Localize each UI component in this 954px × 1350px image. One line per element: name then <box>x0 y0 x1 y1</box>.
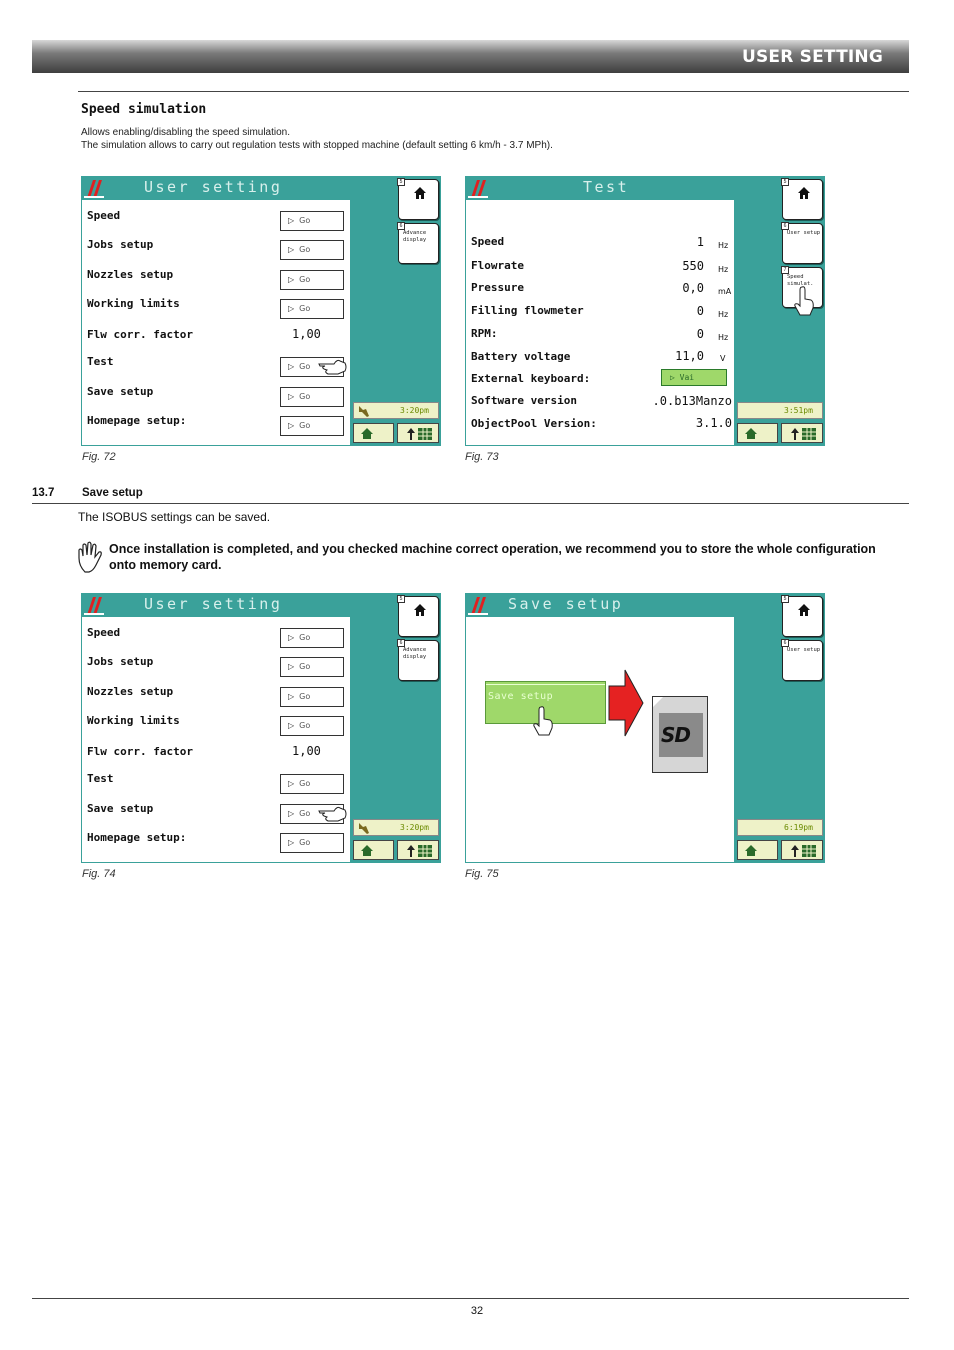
divider <box>32 503 909 504</box>
save-setup-button[interactable]: Save setup <box>485 681 606 724</box>
home-icon <box>797 186 811 200</box>
pointing-hand-icon <box>318 802 348 824</box>
row-label: RPM: <box>471 327 498 340</box>
go-button[interactable]: ▷ Go <box>280 357 344 377</box>
page-section-title: USER SETTING <box>741 47 883 67</box>
row-label: Test <box>87 772 114 785</box>
vai-button[interactable]: ▷ Vai <box>661 369 727 386</box>
pressure-value: 0,0 <box>682 281 704 295</box>
row-label: Nozzles setup <box>87 268 174 281</box>
clock: 3:20pm <box>353 402 439 419</box>
advance-display-softkey[interactable]: 6 Advance display <box>398 223 439 264</box>
arrow-right-icon <box>607 668 645 738</box>
softkey-column <box>351 593 441 863</box>
screen-user-setting <box>81 176 441 446</box>
wrench-icon <box>357 821 371 835</box>
clock: 3:51pm <box>737 402 823 419</box>
arrow-up-grid-icon <box>790 427 818 441</box>
home-icon <box>744 844 758 857</box>
main-panel <box>465 593 735 863</box>
home-button[interactable] <box>737 840 778 860</box>
body-text: The ISOBUS settings can be saved. <box>78 510 271 524</box>
row-label: Speed <box>87 209 121 222</box>
row-label: External keyboard: <box>471 372 591 385</box>
home-softkey[interactable]: 5 <box>782 179 823 220</box>
page-number: 32 <box>470 1305 484 1317</box>
go-button[interactable]: ▷ Go <box>280 774 344 794</box>
home-softkey[interactable]: 5 <box>398 179 439 220</box>
rpm-value: 0 <box>696 327 704 341</box>
header-bar <box>32 40 909 73</box>
arrow-up-grid-icon <box>406 427 434 441</box>
row-label: Filling flowmeter <box>471 304 584 317</box>
clock: 6:19pm <box>737 819 823 836</box>
figure-caption: Fig. 72 <box>82 451 116 463</box>
unit: Hz <box>718 333 729 342</box>
filling-flowmeter-value: 0 <box>696 304 704 318</box>
pointing-hand-icon <box>793 286 815 316</box>
home-button[interactable] <box>353 423 394 443</box>
row-label: Software version <box>471 394 577 407</box>
flow-correction-value[interactable]: 1,00 <box>292 327 321 341</box>
speed-value: 1 <box>696 235 704 249</box>
row-label: Working limits <box>87 714 180 727</box>
go-button[interactable]: ▷ Go <box>280 211 344 231</box>
software-version-value: .0.b13Manzo <box>652 394 732 408</box>
brand-logo-icon <box>468 178 488 198</box>
row-label: Test <box>87 355 114 368</box>
battery-voltage-value: 11,0 <box>675 349 704 363</box>
row-label: Speed <box>471 235 505 248</box>
screen-save-setup <box>465 593 825 863</box>
advance-display-softkey[interactable]: 6 Advance display <box>398 640 439 681</box>
screen-title: User setting <box>144 178 283 196</box>
pointing-hand-icon <box>532 706 554 736</box>
screen-title: User setting <box>144 595 283 613</box>
unit: Hz <box>718 265 729 274</box>
description-line-2: The simulation allows to carry out regulation tests with stopped machine (default setting 6 km/h - 3.7 MPh). <box>81 140 553 151</box>
row-label: Jobs setup <box>87 655 154 668</box>
screen-title-bar <box>82 594 350 617</box>
row-label: ObjectPool Version: <box>471 417 597 430</box>
brand-logo-icon <box>468 595 488 615</box>
screen-title: Test <box>583 178 630 196</box>
menu-up-button[interactable] <box>397 423 439 443</box>
menu-up-button[interactable] <box>781 840 823 860</box>
row-label: Battery voltage <box>471 350 571 363</box>
menu-up-button[interactable] <box>781 423 823 443</box>
sd-card <box>652 696 708 773</box>
row-label: Homepage setup: <box>87 414 187 427</box>
home-button[interactable] <box>737 423 778 443</box>
section-heading: Save setup <box>82 487 143 499</box>
row-label: Save setup <box>87 802 154 815</box>
menu-up-button[interactable] <box>397 840 439 860</box>
softkey-column <box>735 176 825 446</box>
brand-logo-icon <box>84 595 104 615</box>
go-button[interactable]: ▷ Go <box>280 687 344 707</box>
note-text: Once installation is completed, and you checked machine correct operation, we recommend you to store the whole configuration onto memory card. <box>109 542 876 572</box>
user-setup-softkey[interactable]: 6 User setup <box>782 223 823 264</box>
figure-caption: Fig. 75 <box>465 868 499 880</box>
row-label: Speed <box>87 626 121 639</box>
go-button[interactable]: ▷ Go <box>280 657 344 677</box>
home-button[interactable] <box>353 840 394 860</box>
home-icon <box>744 427 758 440</box>
home-softkey[interactable]: 5 <box>398 596 439 637</box>
row-label: Working limits <box>87 297 180 310</box>
objectpool-version-value: 3.1.0 <box>695 416 732 430</box>
home-icon <box>360 844 374 857</box>
go-button[interactable]: ▷ Go <box>280 299 344 319</box>
row-label: Flw corr. factor <box>87 745 193 758</box>
go-button[interactable]: ▷ Go <box>280 833 344 853</box>
sd-logo: SD <box>661 723 691 747</box>
section-number: 13.7 <box>32 487 55 499</box>
unit: Hz <box>718 241 729 250</box>
row-label: Flowrate <box>471 259 524 272</box>
main-panel <box>81 176 351 446</box>
flowrate-value: 550 <box>682 259 704 273</box>
row-label: Pressure <box>471 281 524 294</box>
go-button[interactable]: ▷ Go <box>280 716 344 736</box>
go-button[interactable]: ▷ Go <box>280 416 344 436</box>
go-button[interactable]: ▷ Go <box>280 240 344 260</box>
wrench-icon <box>357 404 371 418</box>
home-softkey[interactable]: 5 <box>782 596 823 637</box>
softkey-column <box>351 176 441 446</box>
softkey-column <box>735 593 825 863</box>
section-title: Speed simulation <box>81 102 207 117</box>
screen-user-setting-2 <box>81 593 441 863</box>
row-label: Jobs setup <box>87 238 154 251</box>
screen-title-bar <box>466 594 734 617</box>
figure-caption: Fig. 74 <box>82 868 116 880</box>
arrow-up-grid-icon <box>406 844 434 858</box>
footer-divider <box>32 1298 909 1299</box>
description-line-1: Allows enabling/disabling the speed simulation. <box>81 127 291 138</box>
pointing-hand-icon <box>318 355 348 377</box>
clock: 3:20pm <box>353 819 439 836</box>
row-label: Flw corr. factor <box>87 328 193 341</box>
main-panel <box>465 176 735 446</box>
home-icon <box>413 603 427 617</box>
row-label: Save setup <box>87 385 154 398</box>
figure-caption: Fig. 73 <box>465 451 499 463</box>
unit: Hz <box>718 310 729 319</box>
user-setup-softkey[interactable]: 6 User setup <box>782 640 823 681</box>
divider <box>78 91 909 92</box>
screen-title: Save setup <box>508 595 624 613</box>
main-panel <box>81 593 351 863</box>
go-button[interactable]: ▷ Go <box>280 804 344 824</box>
unit: V <box>720 354 726 363</box>
screen-title-bar <box>82 177 350 200</box>
screen-title-bar <box>466 177 734 200</box>
warning-hand-icon <box>76 540 106 574</box>
home-icon <box>360 427 374 440</box>
row-label: Nozzles setup <box>87 685 174 698</box>
flow-correction-value[interactable]: 1,00 <box>292 744 321 758</box>
brand-logo-icon <box>84 178 104 198</box>
arrow-up-grid-icon <box>790 844 818 858</box>
speed-simulation-softkey[interactable]: 7 Speed simulat. <box>782 267 823 308</box>
row-label: Homepage setup: <box>87 831 187 844</box>
go-button[interactable]: ▷ Go <box>280 387 344 407</box>
unit: mA <box>718 287 732 296</box>
screen-test <box>465 176 825 446</box>
home-icon <box>797 603 811 617</box>
home-icon <box>413 186 427 200</box>
go-button[interactable]: ▷ Go <box>280 270 344 290</box>
go-button[interactable]: ▷ Go <box>280 628 344 648</box>
